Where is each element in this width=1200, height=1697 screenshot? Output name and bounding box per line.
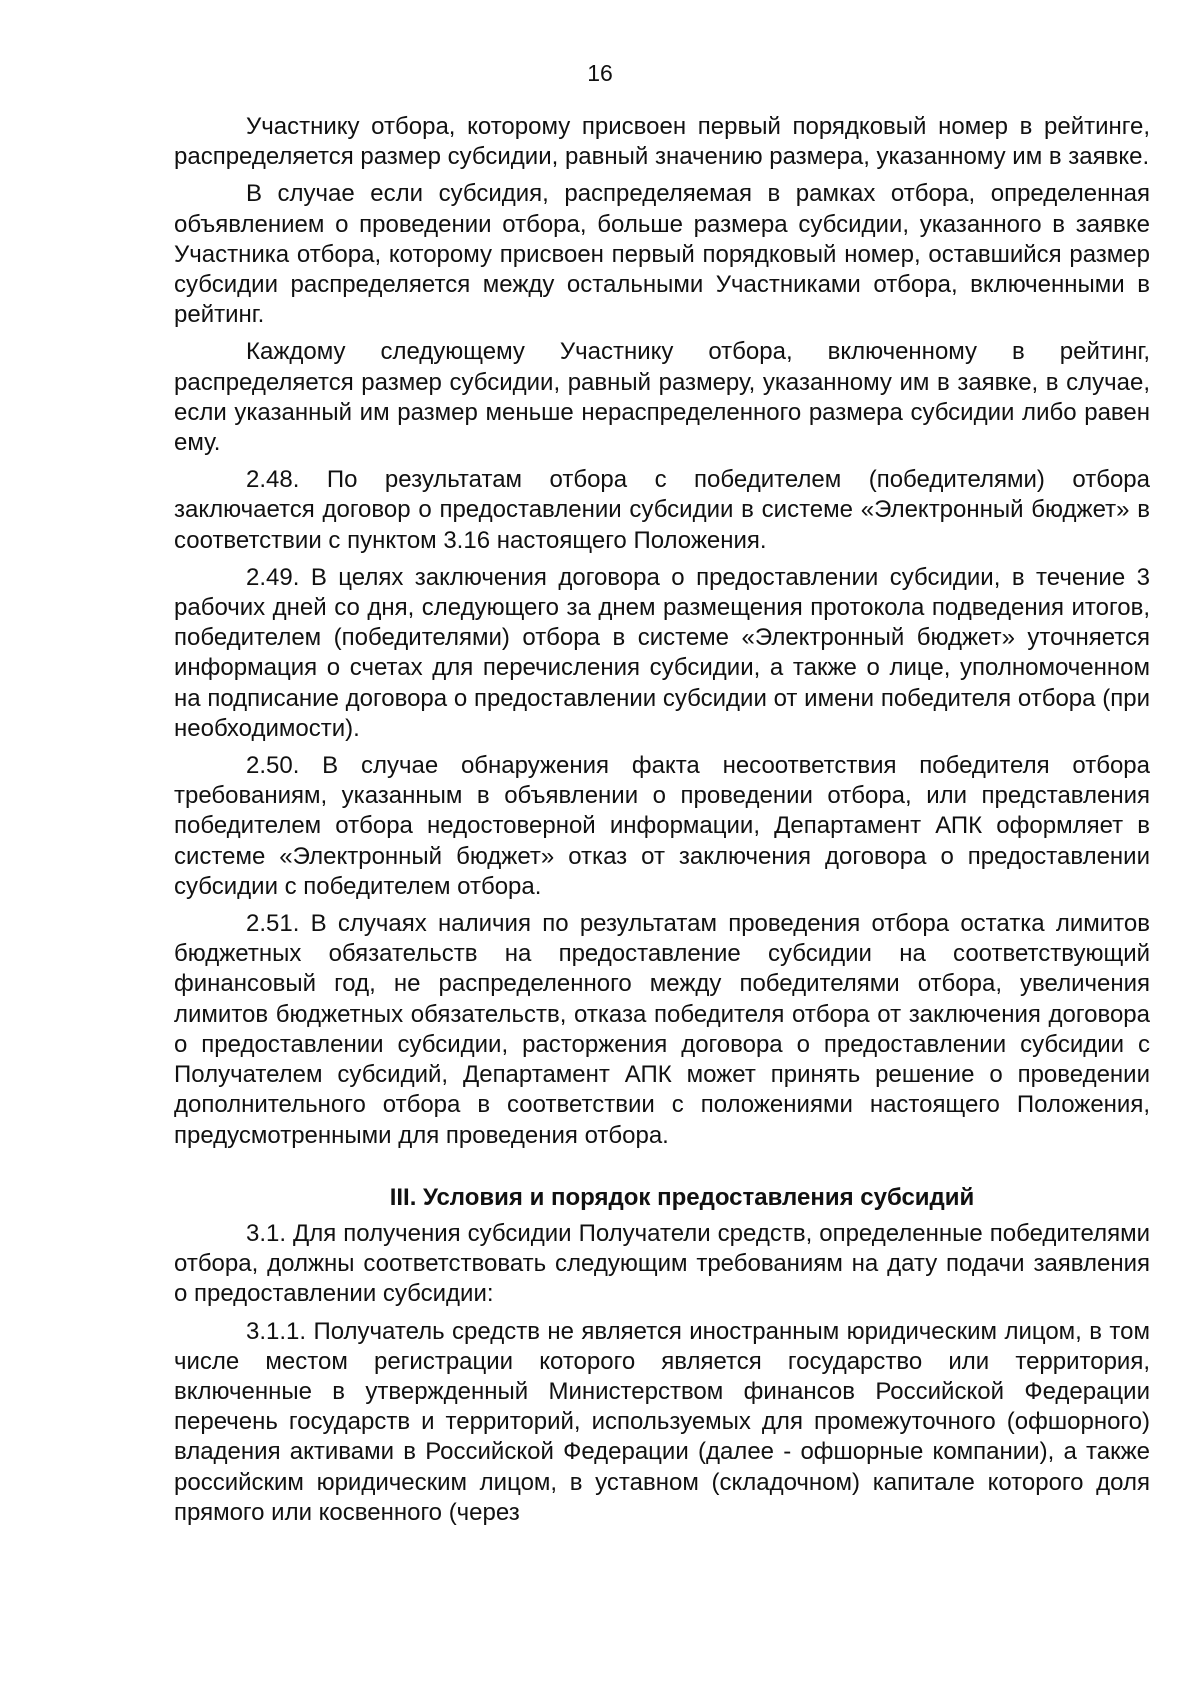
clause-3-1: 3.1. Для получения субсидии Получатели средств, определенные победителями отбора, должны соответствовать следующим требованиям на дату подачи заявления о предоставлении субсидии: (174, 1219, 1150, 1308)
clause-3-1-1: 3.1.1. Получатель средств не является иностранным юридическим лицом, в том числе местом регистрации которого является государство или территория, включенные в утвержденный Министерством финансов Российской Федерации перечень государств и территорий, используемых для промежуточного (офшорного) владения активами в Российской Федерации (далее - офшорные компании), а также российским юридическим лицом, в уставном (складочном) капитале которого доля прямого или косвенного (через (174, 1317, 1150, 1526)
document-body (174, 112, 1150, 1535)
clause-2-51: 2.51. В случаях наличия по результатам проведения отбора остатка лимитов бюджетных обязательств на предоставление субсидии на соответствующий финансовый год, не распределенного между победителями отбора, увеличения лимитов бюджетных обязательств, отказа победителя отбора от заключения договора о предоставлении субсидии, расторжения договора о предоставлении субсидии с Получателем субсидий, Департамент АПК может принять решение о проведении дополнительного отбора в соответствии с положениями настоящего Положения, предусмотренными для проведения отбора. (174, 910, 1150, 1149)
section-heading: III. Условия и порядок предоставления субсидий (389, 1183, 975, 1211)
paragraph: Участнику отбора, которому присвоен первый порядковый номер в рейтинге, распределяется размер субсидии, равный значению размера, указанному им в заявке. (174, 113, 1150, 171)
clause-2-48: 2.48. По результатам отбора с победителем (победителями) отбора заключается договор о предоставлении субсидии в системе «Электронный бюджет» в соответствии с пунктом 3.16 настоящего Положения. (174, 466, 1150, 554)
clause-2-50: 2.50. В случае обнаружения факта несоответствия победителя отбора требованиям, указанным в объявлении о проведении отбора, или представления победителем отбора недостоверной информации, Департамент АПК оформляет в системе «Электронный бюджет» отказ от заключения договора о предоставлении субсидии с победителем отбора. (174, 752, 1150, 900)
paragraph: В случае если субсидия, распределяемая в рамках отбора, определенная объявлением о проведении отбора, больше размера субсидии, указанного в заявке Участника отбора, которому присвоен первый порядковый номер, оставшийся размер субсидии распределяется между остальными Участниками отбора, включенными в рейтинг. (174, 180, 1150, 329)
page-number: 16 (587, 60, 613, 86)
paragraph: Каждому следующему Участнику отбора, включенному в рейтинг, распределяется размер субсидии, равный размеру, указанному им в заявке, в случае, если указанный им размер меньше нераспределенного размера субсидии либо равен ему. (174, 338, 1150, 457)
clause-2-49: 2.49. В целях заключения договора о предоставлении субсидии, в течение 3 рабочих дней со дня, следующего за днем размещения протокола подведения итогов, победителем (победителями) отбора в системе «Электронный бюджет» уточняется информация о счетах для перечисления субсидии, а также о лице, уполномоченном на подписание договора о предоставлении субсидии от имени победителя отбора (при необходимости). (174, 563, 1150, 742)
